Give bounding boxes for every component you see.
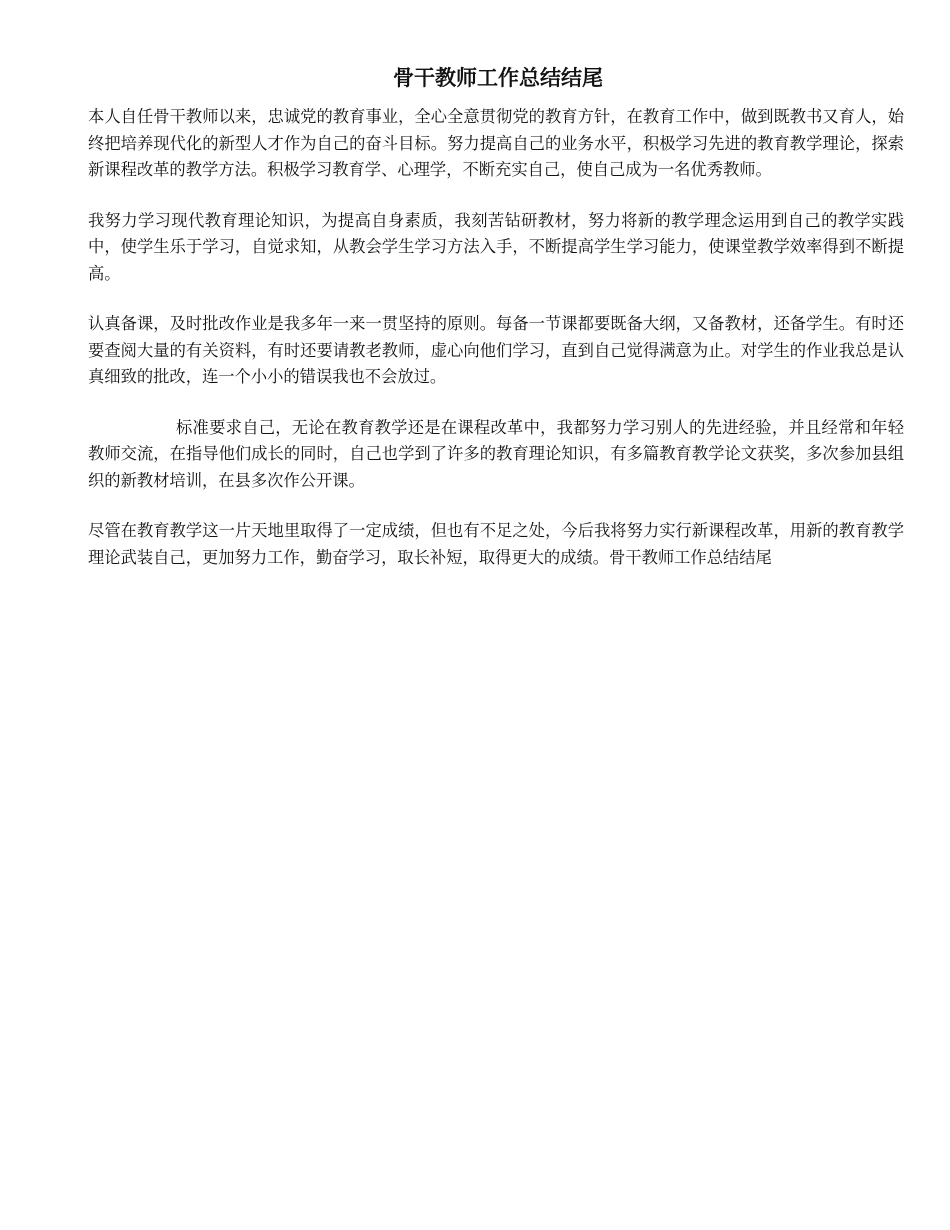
paragraph-5: 尽管在教育教学这一片天地里取得了一定成绩，但也有不足之处，今后我将努力实行新课程改革，用新的教育教学理论武装自己，更加努力工作，勤奋学习，取长补短，取得更大的成绩。骨干教师工作总结结尾 xyxy=(88,521,904,567)
document-title: 骨干教师工作总结结尾 xyxy=(393,65,603,90)
paragraph-2: 我努力学习现代教育理论知识，为提高自身素质，我刻苦钻研教材，努力将新的教学理念运用到自己的教学实践中，使学生乐于学习，自觉求知，从教会学生学习方法入手，不断提高学生学习能力，使课堂教学效率得到不断提高。 xyxy=(88,210,904,283)
paragraph-3: 认真备课，及时批改作业是我多年一来一贯坚持的原则。每备一节课都要既备大纲，又备教材，还备学生。有时还要查阅大量的有关资料，有时还要请教老教师，虚心向他们学习，直到自己觉得满意为止。对学生的作业我总是认真细致的批改，连一个小小的错误我也不会放过。 xyxy=(88,314,904,386)
paragraph-4: 标准要求自己，无论在教育教学还是在课程改革中，我都努力学习别人的先进经验，并且经常和年轻教师交流，在指导他们成长的同时，自己也学到了许多的教育理论知识，有多篇教育教学论文获奖，多次参加县组织的新教材培训，在县多次作公开课。 xyxy=(88,417,904,490)
paragraph-1: 本人自任骨干教师以来，忠诚党的教育事业，全心全意贯彻党的教育方针，在教育工作中，做到既教书又育人，始终把培养现代化的新型人才作为自己的奋斗目标。努力提高自己的业务水平，积极学习先进的教育教学理论，探索新课程改革的教学方法。积极学习教育学、心理学，不断充实自己，使自己成为一名优秀教师。 xyxy=(88,107,904,179)
document-body xyxy=(88,104,904,595)
